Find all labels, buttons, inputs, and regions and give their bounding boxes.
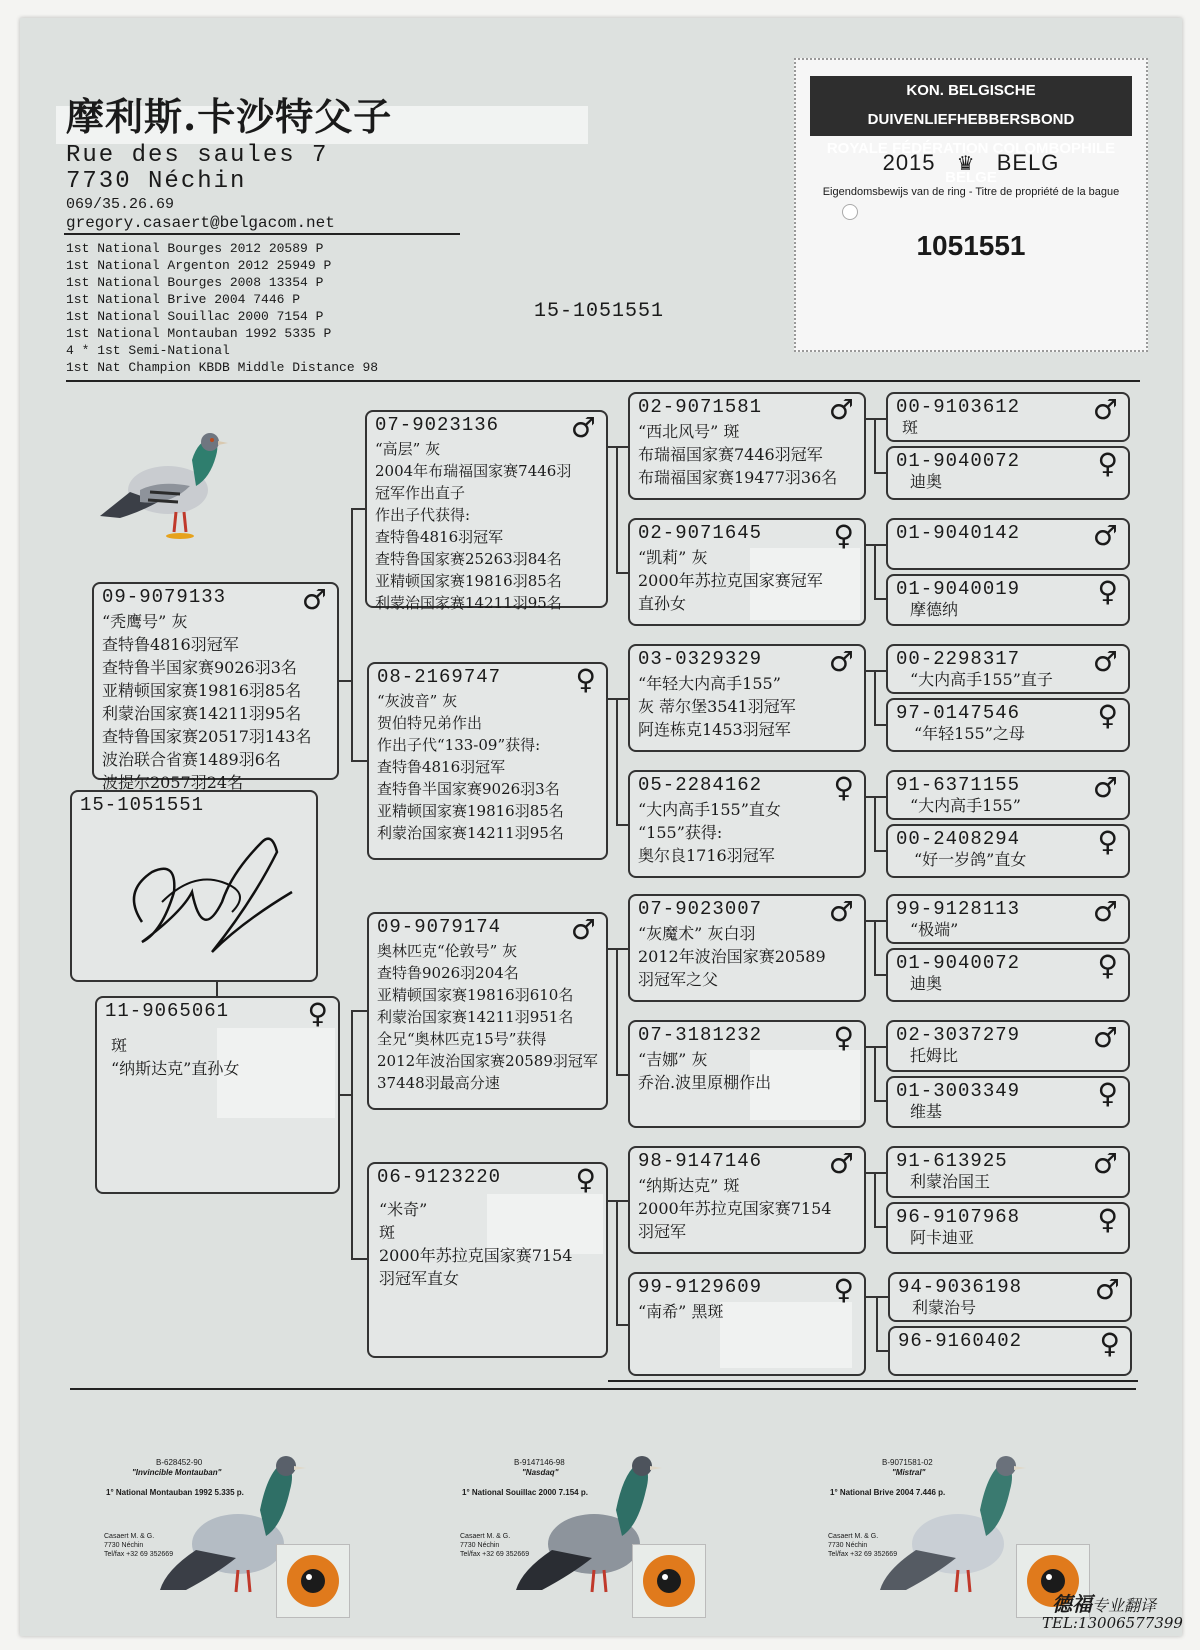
- female-icon: ♀: [833, 1021, 854, 1054]
- subject-ring: 15-1051551: [80, 794, 205, 816]
- connector: [874, 598, 886, 600]
- connector: [874, 472, 886, 474]
- achievement-item: 1st National Souillac 2000 7154 P: [66, 309, 324, 324]
- gen3-notes: “吉娜” 灰 乔治.波里原棚作出: [638, 1050, 772, 1092]
- connector: [616, 446, 628, 448]
- eye-icon: [277, 1545, 349, 1617]
- gen4-card-3: [886, 518, 1130, 570]
- male-icon: ♂: [1092, 1021, 1118, 1054]
- pigeon-photo: [876, 1440, 1036, 1610]
- gen4-notes: “年轻155”之母: [914, 724, 1025, 743]
- email-address: gregory.casaert@belgacom.net: [66, 214, 335, 232]
- card-year-row: [796, 150, 1146, 176]
- gen4-card-15: [888, 1272, 1132, 1322]
- dam-sire-notes: 奥林匹克“伦敦号” 灰 查特鲁9026羽204名 亚精顿国家赛19816羽610名 利蒙治国家赛14211羽951名 全兄“奥林匹克15号”获得 2012年波治国家赛20589羽冠军 37448羽最高分速: [377, 942, 598, 1092]
- connector: [351, 1010, 367, 1012]
- dam-dam-card: [367, 1162, 608, 1358]
- address-street: Rue des saules 7: [66, 142, 329, 169]
- eye-photo: [276, 1544, 350, 1618]
- translator-brand: [1052, 1588, 1156, 1617]
- achievement-item: 4 * 1st Semi-National: [66, 343, 230, 358]
- gen4-notes: 迪奥: [910, 974, 943, 993]
- achievement-item: 1st National Bourges 2012 20589 P: [66, 241, 324, 256]
- pigeon-achievement: 1° National Brive 2004 7.446 p.: [830, 1488, 946, 1497]
- connector: [866, 1046, 886, 1048]
- male-icon: ♂: [1092, 1147, 1118, 1180]
- sire-dam-card: [367, 662, 608, 860]
- connector: [874, 544, 876, 600]
- connector: [616, 1074, 628, 1076]
- gen4-ring: 91-6371155: [896, 774, 1021, 796]
- gen4-card-11: [886, 1020, 1130, 1072]
- dam-ring: 11-9065061: [105, 1000, 230, 1022]
- gen3-ring: 99-9129609: [638, 1276, 763, 1298]
- connector: [874, 850, 886, 852]
- male-icon: ♂: [570, 913, 596, 946]
- card-subtitle: Eigendomsbewijs van de ring - Titre de propriété de la bague: [822, 186, 1120, 198]
- gen3-notes: “西北风号” 斑 布瑞福国家赛7446羽冠军 布瑞福国家赛19477羽36名: [638, 422, 838, 487]
- connector: [876, 1296, 878, 1352]
- gen4-ring: 02-3037279: [896, 1024, 1021, 1046]
- male-icon: ♂: [570, 411, 596, 444]
- gen3-card-5: [628, 894, 866, 1002]
- gen4-ring: 00-9103612: [896, 396, 1021, 418]
- female-icon: ♀: [1097, 447, 1118, 480]
- gen3-ring: 02-9071581: [638, 396, 763, 418]
- female-icon: ♀: [1097, 949, 1118, 982]
- pigeon-achievement: 1° National Montauban 1992 5.335 p.: [106, 1488, 244, 1497]
- connector: [866, 920, 886, 922]
- card-year: 2015: [882, 150, 936, 175]
- connector: [351, 508, 365, 510]
- gen3-notes: “南希” 黑斑: [638, 1302, 724, 1321]
- gen4-ring: 01-3003349: [896, 1080, 1021, 1102]
- dam-sire-ring: 09-9079174: [377, 916, 502, 938]
- gen3-card-4: [628, 770, 866, 878]
- gen3-ring: 07-9023007: [638, 898, 763, 920]
- connector: [608, 948, 628, 950]
- eye-photo: [632, 1544, 706, 1618]
- connector: [866, 544, 886, 546]
- connector: [874, 670, 876, 726]
- connector: [866, 670, 886, 672]
- gen3-notes: “灰魔术” 灰白羽 2012年波治国家赛20589 羽冠军之父: [638, 924, 826, 989]
- gen3-ring: 03-0329329: [638, 648, 763, 670]
- connector: [616, 824, 628, 826]
- dam-dam-ring: 06-9123220: [377, 1166, 502, 1188]
- connector: [616, 1324, 628, 1326]
- gen4-card-8: [886, 824, 1130, 878]
- connector: [351, 760, 367, 762]
- gen4-notes: “好一岁鸽”直女: [914, 850, 1027, 869]
- pigeon-ring: B-9071581-02: [882, 1458, 933, 1467]
- pigeon-breeder: Casaert M. & G. 7730 Néchin Tel/fax +32 69 352669: [104, 1533, 174, 1558]
- female-icon: ♀: [1099, 1327, 1120, 1360]
- female-icon: ♀: [1097, 575, 1118, 608]
- gen3-notes: “大内高手155”直女 “155”获得: 奥尔良1716羽冠军: [638, 800, 781, 865]
- connector: [616, 572, 628, 574]
- pigeon-breeder: Casaert M. & G. 7730 Néchin Tel/fax +32 69 352669: [460, 1533, 530, 1558]
- gen3-notes: “凯莉” 灰 2000年苏拉克国家赛冠军 直孙女: [638, 548, 823, 613]
- gen4-card-4: [886, 574, 1130, 626]
- female-icon: ♀: [1097, 1077, 1118, 1110]
- connector: [608, 698, 628, 700]
- connector: [608, 1200, 628, 1202]
- email-underline: [64, 233, 460, 235]
- gen4-notes: “极端”: [910, 920, 959, 939]
- famous-pigeon-1: [96, 1440, 436, 1640]
- card-country: BELG: [996, 150, 1060, 175]
- connector: [616, 1200, 618, 1324]
- gen4-ring: 99-9128113: [896, 898, 1021, 920]
- gen4-card-12: [886, 1076, 1130, 1128]
- connector: [866, 1172, 886, 1174]
- sire-ring: 09-9079133: [102, 586, 227, 608]
- pigeon-ring: B-9147146-98: [514, 1458, 565, 1467]
- achievement-item: 1st National Bourges 2008 13354 P: [66, 275, 324, 290]
- achievement-list: [66, 240, 378, 376]
- card-header-line2: ROYALE FÉDÉRATION COLOMBOPHILE BELGE: [826, 140, 1116, 186]
- gen4-notes: 摩德纳: [910, 600, 959, 619]
- connector: [874, 920, 876, 976]
- phone-number: 069/35.26.69: [66, 196, 175, 213]
- gen4-notes: 维基: [910, 1102, 943, 1121]
- female-icon: ♀: [575, 1163, 596, 1196]
- connector: [616, 698, 618, 824]
- eye-icon: [633, 1545, 705, 1617]
- gen4-card-1: [886, 392, 1130, 442]
- gen4-notes: 斑: [902, 418, 919, 437]
- pigeon-name: "Invincible Montauban": [132, 1468, 222, 1477]
- gen3-card-7: [628, 1146, 866, 1254]
- gen4-notes: 利蒙治国王: [910, 1172, 991, 1191]
- dam-sire-card: [367, 912, 608, 1110]
- achievement-item: 1st Nat Champion KBDB Middle Distance 98: [66, 360, 379, 375]
- connector: [874, 418, 876, 474]
- gen4-ring: 01-9040072: [896, 952, 1021, 974]
- connector: [876, 1350, 888, 1352]
- gen4-notes: 托姆比: [910, 1046, 959, 1065]
- connector: [874, 796, 876, 852]
- gen4-ring: 00-2408294: [896, 828, 1021, 850]
- connector: [874, 1046, 876, 1102]
- connector: [216, 982, 218, 996]
- gen4-card-14: [886, 1202, 1130, 1254]
- connector: [351, 508, 353, 762]
- pigeon-breeder: Casaert M. & G. 7730 Néchin Tel/fax +32 69 352669: [828, 1533, 898, 1558]
- connector: [874, 1172, 876, 1228]
- male-icon: ♂: [828, 393, 854, 426]
- male-icon: ♂: [828, 895, 854, 928]
- male-icon: ♂: [1094, 1273, 1120, 1306]
- gen3-ring: 98-9147146: [638, 1150, 763, 1172]
- achievement-item: 1st National Argenton 2012 25949 P: [66, 258, 332, 273]
- gen3-notes: “纳斯达克” 斑 2000年苏拉克国家赛7154 羽冠军: [638, 1176, 832, 1241]
- gen4-card-10: [886, 948, 1130, 1002]
- gen3-card-2: [628, 518, 866, 626]
- dam-notes: 斑 “纳斯达克”直孙女: [111, 1036, 240, 1078]
- gen4-ring: 96-9107968: [896, 1206, 1021, 1228]
- female-icon: ♀: [833, 519, 854, 552]
- gen3-card-1: [628, 392, 866, 500]
- sire-sire-card: [365, 410, 608, 612]
- gen3-card-8: [628, 1272, 866, 1376]
- connector: [874, 724, 886, 726]
- sire-sire-ring: 07-9023136: [375, 414, 500, 436]
- connector: [351, 1010, 353, 1260]
- gen4-notes: 迪奥: [910, 472, 943, 491]
- sire-notes: “秃鹰号” 灰 查特鲁4816羽冠军 查特鲁半国家赛9026羽3名 亚精顿国家赛19816羽85名 利蒙治国家赛14211羽95名 查特鲁国家赛20517羽143名 波治联合省赛1489羽6名 波提尔2057羽24名: [102, 612, 312, 792]
- connector: [874, 1226, 886, 1228]
- achievement-item: 1st National Montauban 1992 5335 P: [66, 326, 332, 341]
- gen4-ring: 94-9036198: [898, 1276, 1023, 1298]
- gen3-card-6: [628, 1020, 866, 1128]
- connector: [874, 1100, 886, 1102]
- gen4-notes: 利蒙治号: [912, 1298, 977, 1317]
- male-icon: ♂: [828, 1147, 854, 1180]
- gen4-card-6: [886, 698, 1130, 752]
- gen4-card-7: [886, 770, 1130, 820]
- male-icon: ♂: [1092, 645, 1118, 678]
- subject-card: [70, 790, 318, 982]
- male-icon: ♂: [1092, 393, 1118, 426]
- card-ring-number: 1051551: [916, 230, 1026, 261]
- ring-ownership-card: [794, 58, 1148, 352]
- dam-dam-notes: “米奇” 斑 2000年苏拉克国家赛7154 羽冠军直女: [379, 1200, 573, 1288]
- sire-dam-ring: 08-2169747: [377, 666, 502, 688]
- dam-card: [95, 996, 340, 1194]
- male-icon: ♂: [828, 645, 854, 678]
- sire-dam-notes: “灰波音” 灰 贺伯特兄弟作出 作出子代“133-09”获得: 查特鲁4816羽冠军 查特鲁半国家赛9026羽3名 亚精顿国家赛19816羽85名 利蒙治国家赛14211羽95名: [377, 692, 564, 842]
- female-icon: ♀: [833, 1273, 854, 1306]
- male-icon: ♂: [1092, 895, 1118, 928]
- connector: [874, 418, 886, 420]
- owner-name: 摩利斯.卡沙特父子: [66, 94, 393, 139]
- gen4-notes: 阿卡迪亚: [910, 1228, 975, 1247]
- gen3-notes: “年轻大内高手155” 灰 蒂尔堡3541羽冠军 阿连栋克1453羽冠军: [638, 674, 796, 739]
- pigeon-name: "Mistral": [892, 1468, 926, 1477]
- sire-sire-notes: “高层” 灰 2004年布瑞福国家赛7446羽 冠军作出直子 作出子代获得: 查特鲁4816羽冠军 查特鲁国家赛25263羽84名 亚精顿国家赛19816羽85名 利蒙治国家赛14211羽95名: [375, 440, 572, 612]
- pigeon-achievement: 1° National Souillac 2000 7.154 p.: [462, 1488, 588, 1497]
- footer-divider: [70, 1388, 1136, 1390]
- card-header-line1: KON. BELGISCHE DUIVENLIEFHEBBERSBOND: [867, 82, 1075, 128]
- gen4-card-5: [886, 644, 1130, 694]
- gen4-notes: “大内高手155”直子: [910, 670, 1053, 689]
- achievement-item: 1st National Brive 2004 7446 P: [66, 292, 301, 307]
- translator-brand-name: 德福: [1052, 1592, 1092, 1616]
- female-icon: ♀: [1097, 699, 1118, 732]
- header-divider: [66, 380, 1140, 382]
- female-icon: ♀: [1097, 825, 1118, 858]
- male-icon: ♂: [1092, 771, 1118, 804]
- gen3-ring: 05-2284162: [638, 774, 763, 796]
- gen4-notes: “大内高手155”: [910, 796, 1021, 815]
- connector: [874, 974, 886, 976]
- pedigree-bottom-rule: [608, 1380, 1138, 1382]
- main-ring-number: 15-1051551: [534, 300, 665, 323]
- gen3-card-3: [628, 644, 866, 752]
- gen4-card-2: [886, 446, 1130, 500]
- connector: [616, 948, 618, 1074]
- gen4-ring: 97-0147546: [896, 702, 1021, 724]
- female-icon: ♀: [575, 663, 596, 696]
- gen4-ring: 01-9040142: [896, 522, 1021, 544]
- connector: [616, 446, 618, 572]
- male-icon: ♂: [1092, 519, 1118, 552]
- pigeon-ring: B-628452-90: [156, 1458, 203, 1467]
- gen3-ring: 07-3181232: [638, 1024, 763, 1046]
- gen4-ring: 01-9040019: [896, 578, 1021, 600]
- owner-signature: [122, 832, 302, 962]
- gen4-ring: 96-9160402: [898, 1330, 1023, 1352]
- translator-phone: TEL:13006577399: [1042, 1614, 1183, 1632]
- gen3-ring: 02-9071645: [638, 522, 763, 544]
- address-city: 7730 Néchin: [66, 168, 247, 195]
- male-icon: ♂: [301, 583, 327, 616]
- female-icon: ♀: [1097, 1203, 1118, 1236]
- connector: [866, 796, 886, 798]
- famous-pigeon-2: [452, 1440, 792, 1640]
- translator-brand-suffix: 专业翻译: [1092, 1596, 1157, 1615]
- pigeon-name: "Nasdaq": [522, 1468, 559, 1477]
- sire-card: [92, 582, 339, 792]
- gen4-card-13: [886, 1146, 1130, 1198]
- crown-icon: ♛: [956, 153, 976, 175]
- gen4-ring: 01-9040072: [896, 450, 1021, 472]
- gen4-card-9: [886, 894, 1130, 944]
- female-icon: ♀: [307, 997, 328, 1030]
- gen4-ring: 91-613925: [896, 1150, 1008, 1172]
- gen4-card-16: [888, 1326, 1132, 1376]
- gen4-ring: 00-2298317: [896, 648, 1021, 670]
- pigeon-illustration: [100, 420, 230, 550]
- card-punch-hole: [842, 204, 858, 220]
- female-icon: ♀: [833, 771, 854, 804]
- connector: [351, 1258, 367, 1260]
